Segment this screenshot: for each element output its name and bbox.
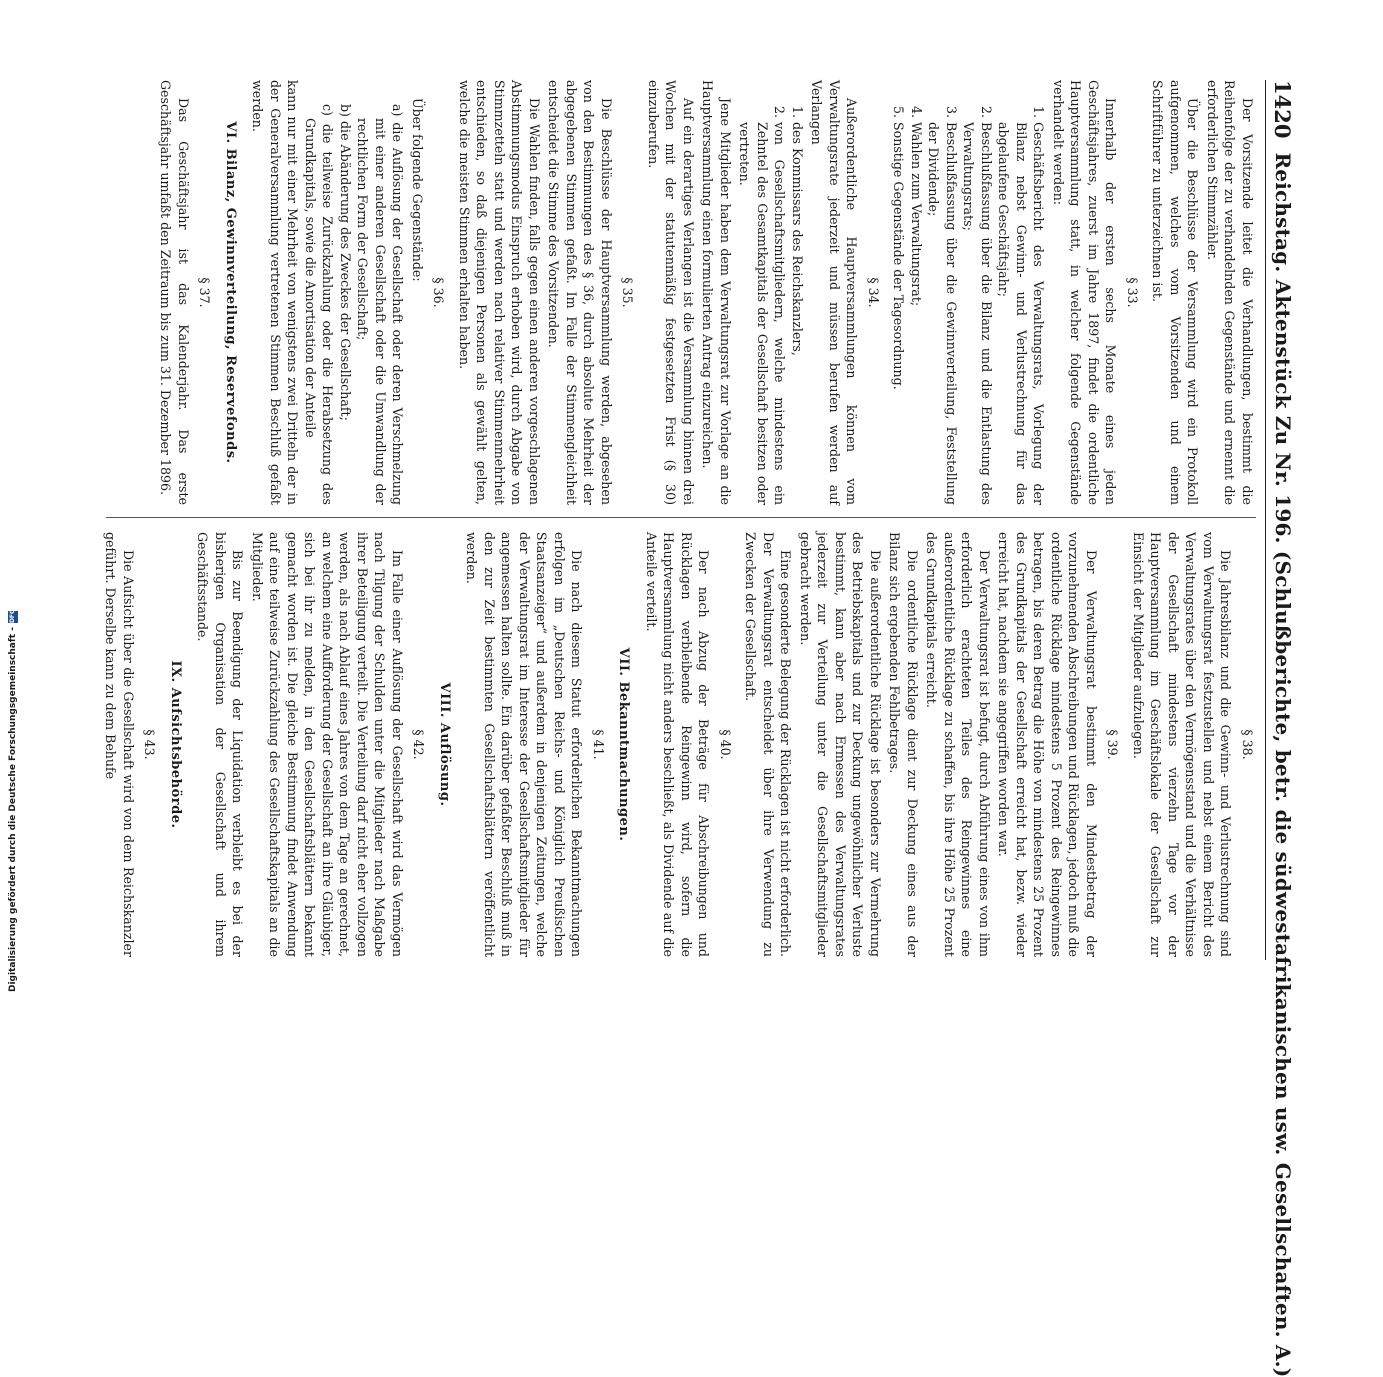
credit-text: Digitalisierung gefördert durch die Deutsche Forschungsgemeinschaft - (8, 627, 18, 992)
section-heading: § 42. (411, 729, 427, 760)
section-heading: § 36. (431, 277, 447, 308)
section-heading: § 43. (142, 729, 158, 760)
paragraph: Außerordentliche Hauptversammlungen können vom Verwaltungsrate jederzeit und müssen berufen werden auf Verlangen (809, 80, 860, 505)
paragraph: Über die Beschlüsse der Versammlung wird ein Protokoll aufgenommen, welches vom Vorsitzenden und einem Schriftführer zu unterzeichnen ist. (1150, 80, 1201, 505)
list-item: 2. Beschlußfassung über die Bilanz und die Entlastung des Verwaltungsrats; (960, 122, 995, 505)
column-divider (106, 517, 1256, 518)
list-item: 4. Wahlen zum Verwaltungsrat; (908, 122, 926, 505)
section-heading: § 38. (1240, 729, 1255, 760)
paragraph: Bis zur Beendigung der Liquidation verbleibt es bei der bisherigen Organisation der Gesellschaft und ihrem Geschäftsstande. (195, 532, 246, 957)
paragraph: Der Verwaltungsrat ist befugt, durch Abführung eines von ihm erforderlich erachteten Teiles des Reingewinnes eine außerordentliche Rücklage zu schaffen, bis ihre Höhe 25 Prozent des Grundkapitals erreicht. (924, 532, 992, 957)
section-heading: § 39. (1105, 729, 1121, 760)
paragraph: Der Verwaltungsrat bestimmt den Mindestbetrag der vorzunehmenden Abschreibungen und Rücklagen, jedoch muß die ordentliche Rücklage mindestens 5 Prozent des Reingewinnes betragen, bis deren Betrag die Höhe von mindestens 25 Prozent des Grundkapitals der Gesellschaft erreicht hat, bezw. wieder erreicht hat, nachdem sie angegriffen worden war. (996, 532, 1099, 957)
list-item: 3. Beschlußfassung über die Gewinnverteilung, Feststellung der Dividende; (925, 122, 960, 505)
paragraph: Über folgende Gegenstände: (410, 98, 425, 282)
paragraph: Die Aufsicht über die Gesellschaft wird von dem Reichskanzler geführt. Derselbe kann zu dem Behufe (103, 532, 136, 957)
section-heading: § 37. (197, 277, 213, 308)
chapter-heading: VIII. Auflösung. (437, 682, 452, 807)
numbered-list (736, 80, 806, 505)
chapter-heading: VII. Bekanntmachungen. (616, 647, 632, 842)
paragraph: Der nach Abzug der Beträge für Abschreibungen und Rücklagen verbleibende Reingewinn wird, sofern die Hauptversammlung nicht anders beschließt, als Dividende auf die Anteile verteilt. (644, 532, 712, 957)
list-item: 1. des Kommissars des Reichskanzlers, (789, 122, 807, 505)
paragraph: Die ordentliche Rücklage dient zur Deckung eines aus der Bilanz sich ergebenden Fehlbetrages. (887, 532, 920, 957)
paragraph: Im Falle einer Auflösung der Gesellschaft wird das Vermögen nach Tilgung der Schulden unter die Mitglieder nach Maßgabe ihrer Beteiligung verteilt. Die Verteilung darf nicht eher vollzogen werden, als nach Ablauf eines Jahres von dem Tage an gerechnet, an welchem eine Aufforderung der Gesellschaft an ihre Gläubiger, sich bei ihr zu melden, in den Gesellschaftsblättern bekannt gemacht worden ist. Die gleiche Bestimmung findet Anwendung auf eine teilweise Zurückzahlung des Gesellschaftskapitals an die Mitglieder. (250, 532, 405, 957)
section-heading: § 40. (718, 729, 733, 760)
chapter-heading: IX. Aufsichtsbehörde. (168, 660, 183, 829)
section-heading: § 35. (620, 277, 636, 308)
paragraph: Das Geschäftsjahr ist das Kalenderjahr. Das erste Geschäftsjahr umfaßt den Zeitraum bis zum 31. Dezember 1896. (158, 80, 191, 505)
paragraph: Eine gesonderte Belegung der Rücklagen ist nicht erforderlich. Der Verwaltungsrat entscheidet über ihre Verwendung zu Zwecken der Gesellschaft. (743, 532, 794, 957)
paragraph: Die nach diesem Statut erforderlichen Bekanntmachungen erfolgen im „Deutschen Reichs- und Königlich Preußischen Staatsanzeiger“ und außerdem in denjenigen Zeitungen, welche der Verwaltungsrat im Interesse der Gesellschaftsmitglieder für angemessen halten sollte. Ein darüber gefaßter Beschluß muß in den zur Zeit bestimmten Gesellschaftsblättern veröffentlicht werden. (464, 532, 585, 957)
paragraph: Die außerordentliche Rücklage ist besonders zur Vermehrung des Betriebskapitals und zur Deckung ungewöhnlicher Verluste bestimmt, kann aber nach Ermessen des Verwaltungsrates jederzeit zur Verteilung unter die Gesellschaftsmitglieder gebracht werden. (798, 532, 883, 957)
list-item: b) die Abänderung des Zweckes der Gesellschaft; (338, 104, 353, 421)
digitization-credit (8, 611, 18, 992)
left-column (106, 80, 1256, 505)
chapter-heading: VI. Bilanz, Gewinnverteilung, Reservefonds. (223, 121, 238, 464)
paragraph: Die Beschlüsse der Hauptversammlung werden, abgesehen von den Bestimmungen des § 36, durch absolute Mehrheit der abgegebenen Stimmen gefaßt. Im Falle der Stimmengleichheit entscheidet die Stimme des Vorsitzenden. (546, 80, 614, 505)
paragraph: Die Wahlen finden, falls gegen einen anderen vorgeschlagenen Abstimmungsmodus Einspruch erhoben wird, durch Abgabe von Stimmzetteln statt und werden nach relativer Stimmenmehrheit entschieden, so daß diejenigen Personen als gewählt gelten, welche die meisten Stimmen erhalten haben. (457, 80, 542, 505)
paragraph: Die Jahresbilanz und die Gewinn- und Verlustrechnung sind vom Verwaltungsrat festzustellen und nebst einem Bericht des Verwaltungsrates über den Vermögensstand und die Verhältnisse der Gesellschaft mindestens vierzehn Tage vor der Hauptversammlung im Geschäftslokale der Gesellschaft zur Einsicht der Mitglieder aufzulegen. (1131, 532, 1234, 957)
list-item: 2. von Gesellschaftsmitgliedern, welche mindestens ein Zehntel des Gesamtkapitals der Gesellschaft besitzen oder vertreten. (736, 122, 789, 505)
page-number: 1420 (1270, 80, 1296, 139)
page-header (1265, 80, 1300, 1377)
paragraph: Auf ein derartiges Verlangen ist die Versammlung binnen drei Wochen mit der statutenmäßig festgesetzten Frist (§ 30) einzuberufen. (646, 80, 696, 505)
dfg-logo-icon: DFG (9, 609, 16, 624)
paragraph: Der Vorsitzende leitet die Verhandlungen, bestimmt die Reihenfolge der zu verhandelnden Gegenstände und ernennt die erforderlichen Stimmzähler. (1205, 80, 1255, 505)
page-title: Reichstag. Aktenstück Zu Nr. 196. (Schlußberichte, betr. die südwestafrikanischen usw. Gesellschaften. A.) (1271, 152, 1295, 1377)
section-heading: § 33. (1125, 277, 1140, 308)
paragraph: kann nur mit einer Mehrheit von wenigstens zwei Dritteln der in der Generalversammlung vertretenen Stimmen Beschluß gefaßt werden. (250, 80, 301, 505)
list-item: 1. Geschäftsbericht des Verwaltungsrats, Vorlegung der Bilanz nebst Gewinn- und Verlustrechnung für das abgelaufene Geschäftsjahr; (995, 122, 1048, 505)
list-item: 5. Sonstige Gegenstände der Tagesordnung. (890, 122, 908, 505)
paragraph: Innerhalb der ersten sechs Monate eines jeden Geschäftsjahres, zuerst im Jahre 1897, findet die ordentliche Hauptversammlung statt, in welcher folgende Gegenstände verhandelt werden: (1051, 80, 1119, 505)
document-page (100, 80, 1300, 1377)
section-heading: § 41. (591, 729, 606, 760)
paragraph: Jene Mitglieder haben dem Verwaltungsrat zur Vorlage an die Hauptversammlung einen formulierten Antrag einzureichen. (700, 80, 733, 505)
list-item: a) die Auflösung der Gesellschaft oder deren Verschmelzung mit einer anderen Gesellschaft oder die Umwandlung der rechtlichen Form der Gesellschaft; (355, 104, 406, 505)
sidebar (0, 0, 16, 1000)
numbered-list (890, 80, 1048, 505)
right-column (103, 532, 1256, 957)
list-item: c) die teilweise Zurückzahlung oder die Herabsetzung des Grundkapitals, sowie die Amortisation der Anteile (303, 104, 336, 505)
section-heading: § 34. (866, 277, 881, 308)
